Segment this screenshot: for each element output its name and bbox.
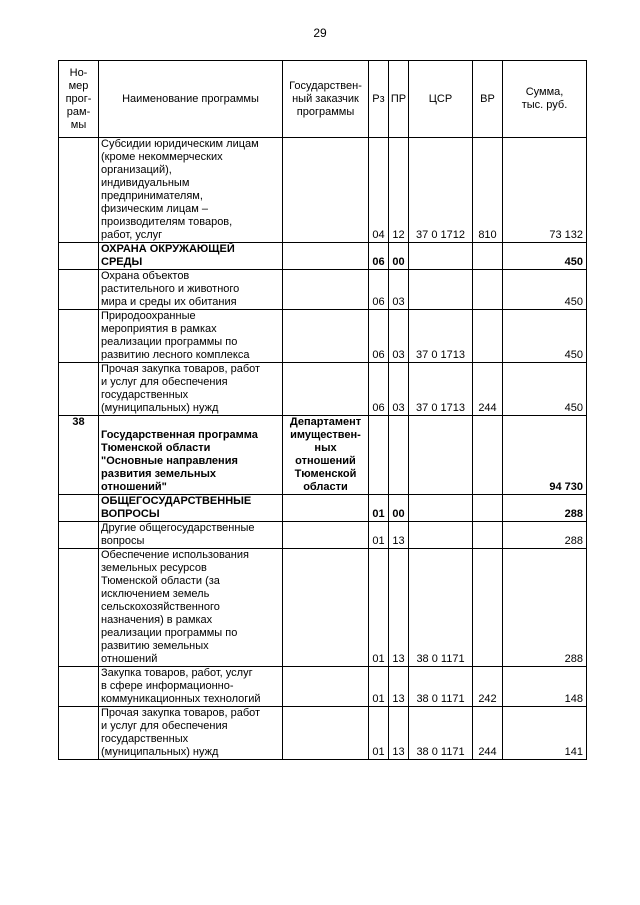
cell-pr bbox=[389, 416, 409, 495]
cell-vr bbox=[473, 549, 503, 667]
cell-customer bbox=[283, 138, 369, 243]
cell-program-number bbox=[59, 667, 99, 707]
cell-pr: 03 bbox=[389, 270, 409, 310]
cell-customer bbox=[283, 310, 369, 363]
cell-rz: 06 bbox=[369, 270, 389, 310]
cell-sum: 73 132 bbox=[503, 138, 587, 243]
cell-program-name: ОБЩЕГОСУДАРСТВЕННЫЕ ВОПРОСЫ bbox=[99, 495, 283, 522]
cell-csr bbox=[409, 495, 473, 522]
cell-csr: 37 0 1713 bbox=[409, 310, 473, 363]
cell-rz bbox=[369, 416, 389, 495]
cell-csr bbox=[409, 416, 473, 495]
header-pr: ПР bbox=[389, 61, 409, 138]
cell-vr bbox=[473, 522, 503, 549]
cell-customer bbox=[283, 270, 369, 310]
cell-program-name: Прочая закупка товаров, работ и услуг для обеспечения государственных (муниципальных) нужд bbox=[99, 363, 283, 416]
header-rz: Рз bbox=[369, 61, 389, 138]
table-row bbox=[59, 667, 587, 707]
table-row bbox=[59, 707, 587, 760]
cell-sum: 288 bbox=[503, 549, 587, 667]
header-csr: ЦСР bbox=[409, 61, 473, 138]
table-header-row bbox=[59, 61, 587, 138]
cell-rz: 01 bbox=[369, 667, 389, 707]
cell-vr: 244 bbox=[473, 707, 503, 760]
header-vr: ВР bbox=[473, 61, 503, 138]
cell-rz: 01 bbox=[369, 707, 389, 760]
table-row bbox=[59, 495, 587, 522]
cell-pr: 03 bbox=[389, 310, 409, 363]
cell-program-number bbox=[59, 363, 99, 416]
cell-csr: 38 0 1171 bbox=[409, 707, 473, 760]
header-sum: Сумма, тыс. руб. bbox=[503, 61, 587, 138]
table-row bbox=[59, 138, 587, 243]
cell-rz: 04 bbox=[369, 138, 389, 243]
cell-program-name: Закупка товаров, работ, услуг в сфере информационно- коммуникационных технологий bbox=[99, 667, 283, 707]
cell-program-number bbox=[59, 707, 99, 760]
cell-program-number bbox=[59, 522, 99, 549]
cell-sum: 148 bbox=[503, 667, 587, 707]
cell-vr: 244 bbox=[473, 363, 503, 416]
cell-program-name: Другие общегосударственные вопросы bbox=[99, 522, 283, 549]
cell-csr: 37 0 1712 bbox=[409, 138, 473, 243]
cell-rz: 06 bbox=[369, 363, 389, 416]
cell-sum: 450 bbox=[503, 243, 587, 270]
cell-customer bbox=[283, 667, 369, 707]
budget-table bbox=[58, 60, 587, 760]
cell-program-number bbox=[59, 138, 99, 243]
cell-pr: 12 bbox=[389, 138, 409, 243]
table-row bbox=[59, 549, 587, 667]
header-customer: Государствен- ный заказчик программы bbox=[283, 61, 369, 138]
cell-csr bbox=[409, 243, 473, 270]
cell-rz: 06 bbox=[369, 310, 389, 363]
cell-vr bbox=[473, 243, 503, 270]
cell-vr bbox=[473, 416, 503, 495]
cell-csr: 38 0 1171 bbox=[409, 549, 473, 667]
cell-csr bbox=[409, 522, 473, 549]
cell-program-number bbox=[59, 495, 99, 522]
header-program-name: Наименование программы bbox=[99, 61, 283, 138]
cell-csr bbox=[409, 270, 473, 310]
cell-sum: 450 bbox=[503, 363, 587, 416]
cell-customer: Департамент имуществен- ных отношений Тюменской области bbox=[283, 416, 369, 495]
cell-pr: 03 bbox=[389, 363, 409, 416]
cell-program-number bbox=[59, 310, 99, 363]
table-row bbox=[59, 310, 587, 363]
cell-pr: 00 bbox=[389, 243, 409, 270]
cell-program-number bbox=[59, 549, 99, 667]
cell-pr: 13 bbox=[389, 667, 409, 707]
cell-customer bbox=[283, 243, 369, 270]
cell-program-name: Охрана объектов растительного и животного мира и среды их обитания bbox=[99, 270, 283, 310]
cell-pr: 13 bbox=[389, 522, 409, 549]
cell-vr bbox=[473, 310, 503, 363]
cell-customer bbox=[283, 363, 369, 416]
cell-vr: 810 bbox=[473, 138, 503, 243]
cell-customer bbox=[283, 707, 369, 760]
header-program-number: Но- мер прог- рам- мы bbox=[59, 61, 99, 138]
cell-sum: 450 bbox=[503, 270, 587, 310]
cell-sum: 94 730 bbox=[503, 416, 587, 495]
cell-program-name: Обеспечение использования земельных ресурсов Тюменской области (за исключением земель сельскохозяйственного назначения) в рамках реализации программы по развитию земельных отношений bbox=[99, 549, 283, 667]
cell-pr: 00 bbox=[389, 495, 409, 522]
cell-rz: 01 bbox=[369, 495, 389, 522]
cell-rz: 01 bbox=[369, 522, 389, 549]
cell-program-name: Субсидии юридическим лицам (кроме некоммерческих организаций), индивидуальным предпринимателям, физическим лицам – производителям товаров, работ, услуг bbox=[99, 138, 283, 243]
page-number: 29 bbox=[313, 26, 327, 40]
cell-program-name: Природоохранные мероприятия в рамках реализации программы по развитию лесного комплекса bbox=[99, 310, 283, 363]
cell-pr: 13 bbox=[389, 549, 409, 667]
table-row bbox=[59, 416, 587, 495]
cell-rz: 01 bbox=[369, 549, 389, 667]
table-row bbox=[59, 522, 587, 549]
cell-rz: 06 bbox=[369, 243, 389, 270]
table-row bbox=[59, 363, 587, 416]
cell-sum: 141 bbox=[503, 707, 587, 760]
cell-customer bbox=[283, 522, 369, 549]
cell-sum: 288 bbox=[503, 522, 587, 549]
table-row bbox=[59, 270, 587, 310]
cell-sum: 288 bbox=[503, 495, 587, 522]
cell-program-name: Прочая закупка товаров, работ и услуг для обеспечения государственных (муниципальных) нужд bbox=[99, 707, 283, 760]
cell-csr: 38 0 1171 bbox=[409, 667, 473, 707]
cell-vr: 242 bbox=[473, 667, 503, 707]
cell-program-name: Государственная программа Тюменской области "Основные направления развития земельных отношений" bbox=[99, 416, 283, 495]
cell-program-number bbox=[59, 270, 99, 310]
cell-program-number: 38 bbox=[59, 416, 99, 495]
cell-customer bbox=[283, 549, 369, 667]
cell-vr bbox=[473, 270, 503, 310]
cell-vr bbox=[473, 495, 503, 522]
cell-sum: 450 bbox=[503, 310, 587, 363]
cell-program-number bbox=[59, 243, 99, 270]
cell-csr: 37 0 1713 bbox=[409, 363, 473, 416]
cell-program-name: ОХРАНА ОКРУЖАЮЩЕЙ СРЕДЫ bbox=[99, 243, 283, 270]
cell-customer bbox=[283, 495, 369, 522]
cell-pr: 13 bbox=[389, 707, 409, 760]
table-row bbox=[59, 243, 587, 270]
